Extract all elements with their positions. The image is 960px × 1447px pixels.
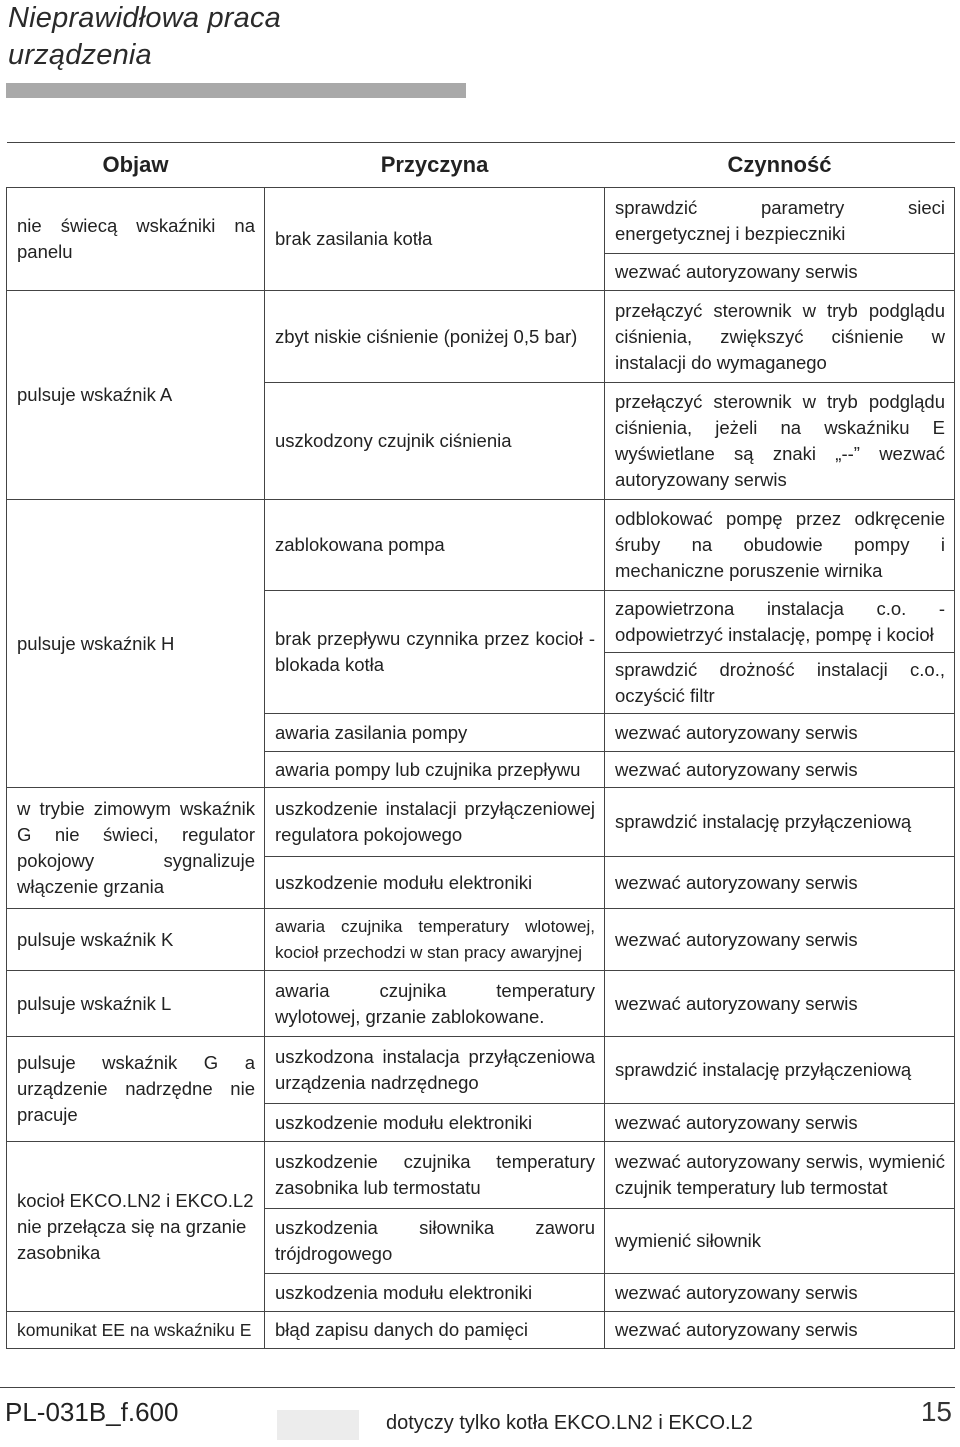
action-cell: przełączyć sterownik w tryb podglądu ciśnienia, jeżeli na wskaźniku E wyświetlane są znaki „--” wezwać autoryzowany serwis bbox=[605, 383, 955, 500]
document-code: PL-031B_f.600 bbox=[5, 1397, 179, 1427]
table-header-row bbox=[7, 143, 955, 188]
cause-cell: uszkodzenie instalacji przyłączeniowej regulatora pokojowego bbox=[265, 788, 605, 857]
cause-cell: uszkodzenie modułu elektroniki bbox=[265, 1104, 605, 1142]
cause-cell: uszkodzona instalacja przyłączeniowa urządzenia nadrzędnego bbox=[265, 1037, 605, 1104]
title-underline-bar bbox=[6, 83, 466, 98]
header-symptom: Objaw bbox=[7, 143, 265, 188]
symptom-cell: pulsuje wskaźnik L bbox=[7, 971, 265, 1037]
action-cell: wezwać autoryzowany serwis bbox=[605, 1312, 955, 1349]
table-row bbox=[7, 1312, 955, 1349]
table-row bbox=[7, 188, 955, 254]
action-cell: sprawdzić drożność instalacji c.o., oczyścić filtr bbox=[605, 653, 955, 714]
symptom-cell: pulsuje wskaźnik H bbox=[7, 500, 265, 788]
table-row bbox=[7, 909, 955, 971]
cause-cell: błąd zapisu danych do pamięci bbox=[265, 1312, 605, 1349]
cause-cell: zablokowana pompa bbox=[265, 500, 605, 591]
action-cell: sprawdzić instalację przyłączeniową bbox=[605, 1037, 955, 1104]
page-title-line-2: urządzenia bbox=[8, 39, 152, 71]
symptom-cell: pulsuje wskaźnik G a urządzenie nadrzędne nie pracuje bbox=[7, 1037, 265, 1142]
action-cell: odblokować pompę przez odkręcenie śruby na obudowie pompy i mechaniczne poruszenie wirnika bbox=[605, 500, 955, 591]
symptom-cell: pulsuje wskaźnik A bbox=[7, 291, 265, 500]
table-row bbox=[7, 1037, 955, 1104]
cause-cell: uszkodzenie czujnika temperatury zasobnika lub termostatu bbox=[265, 1142, 605, 1209]
action-cell: wezwać autoryzowany serwis bbox=[605, 1274, 955, 1312]
cause-cell: zbyt niskie ciśnienie (poniżej 0,5 bar) bbox=[265, 291, 605, 383]
action-cell: sprawdzić instalację przyłączeniową bbox=[605, 788, 955, 857]
action-cell: wezwać autoryzowany serwis bbox=[605, 971, 955, 1037]
table-row bbox=[7, 1142, 955, 1209]
symptom-cell: w trybie zimowym wskaźnik G nie świeci, regulator pokojowy sygnalizuje włączenie grzania bbox=[7, 788, 265, 909]
action-cell: zapowietrzona instalacja c.o. - odpowietrzyć instalację, pompę i kocioł bbox=[605, 591, 955, 653]
action-cell: wezwać autoryzowany serwis bbox=[605, 752, 955, 788]
table-row bbox=[7, 500, 955, 591]
action-cell: sprawdzić parametry sieci energetycznej i bezpieczniki bbox=[605, 188, 955, 254]
page-number: 15 bbox=[920, 1396, 952, 1427]
cause-cell: brak zasilania kotła bbox=[265, 188, 605, 291]
footer-divider bbox=[0, 1387, 955, 1388]
footer-note: dotyczy tylko kotła EKCO.LN2 i EKCO.L2 bbox=[386, 1412, 753, 1434]
page-title bbox=[8, 0, 281, 74]
footer-note-marker bbox=[277, 1410, 359, 1440]
cause-cell: awaria czujnika temperatury wlotowej, kocioł przechodzi w stan pracy awaryjnej bbox=[265, 909, 605, 971]
cause-cell: brak przepływu czynnika przez kocioł - blokada kotła bbox=[265, 591, 605, 714]
symptom-cell: kocioł EKCO.LN2 i EKCO.L2 nie przełącza się na grzanie zasobnika bbox=[7, 1142, 265, 1312]
cause-cell: awaria zasilania pompy bbox=[265, 714, 605, 752]
header-action: Czynność bbox=[605, 143, 955, 188]
table-row bbox=[7, 291, 955, 383]
action-cell: wezwać autoryzowany serwis bbox=[605, 857, 955, 909]
action-cell: wezwać autoryzowany serwis bbox=[605, 714, 955, 752]
table-row bbox=[7, 788, 955, 857]
cause-cell: awaria pompy lub czujnika przepływu bbox=[265, 752, 605, 788]
table-row bbox=[7, 971, 955, 1037]
action-cell: wezwać autoryzowany serwis, wymienić czujnik temperatury lub termostat bbox=[605, 1142, 955, 1209]
page-title-line-1: Nieprawidłowa praca bbox=[8, 2, 281, 34]
action-cell: wezwać autoryzowany serwis bbox=[605, 909, 955, 971]
action-cell: przełączyć sterownik w tryb podglądu ciśnienia, zwiększyć ciśnienie w instalacji do wymaganego bbox=[605, 291, 955, 383]
cause-cell: uszkodzenia siłownika zaworu trójdrogowego bbox=[265, 1209, 605, 1274]
action-cell: wezwać autoryzowany serwis bbox=[605, 254, 955, 291]
troubleshooting-table bbox=[6, 142, 955, 1349]
cause-cell: uszkodzony czujnik ciśnienia bbox=[265, 383, 605, 500]
action-cell: wezwać autoryzowany serwis bbox=[605, 1104, 955, 1142]
action-cell: wymienić siłownik bbox=[605, 1209, 955, 1274]
symptom-cell: komunikat EE na wskaźniku E bbox=[7, 1312, 265, 1349]
symptom-cell: pulsuje wskaźnik K bbox=[7, 909, 265, 971]
cause-cell: uszkodzenia modułu elektroniki bbox=[265, 1274, 605, 1312]
symptom-cell: nie świecą wskaźniki na panelu bbox=[7, 188, 265, 291]
cause-cell: awaria czujnika temperatury wylotowej, grzanie zablokowane. bbox=[265, 971, 605, 1037]
header-cause: Przyczyna bbox=[265, 143, 605, 188]
cause-cell: uszkodzenie modułu elektroniki bbox=[265, 857, 605, 909]
